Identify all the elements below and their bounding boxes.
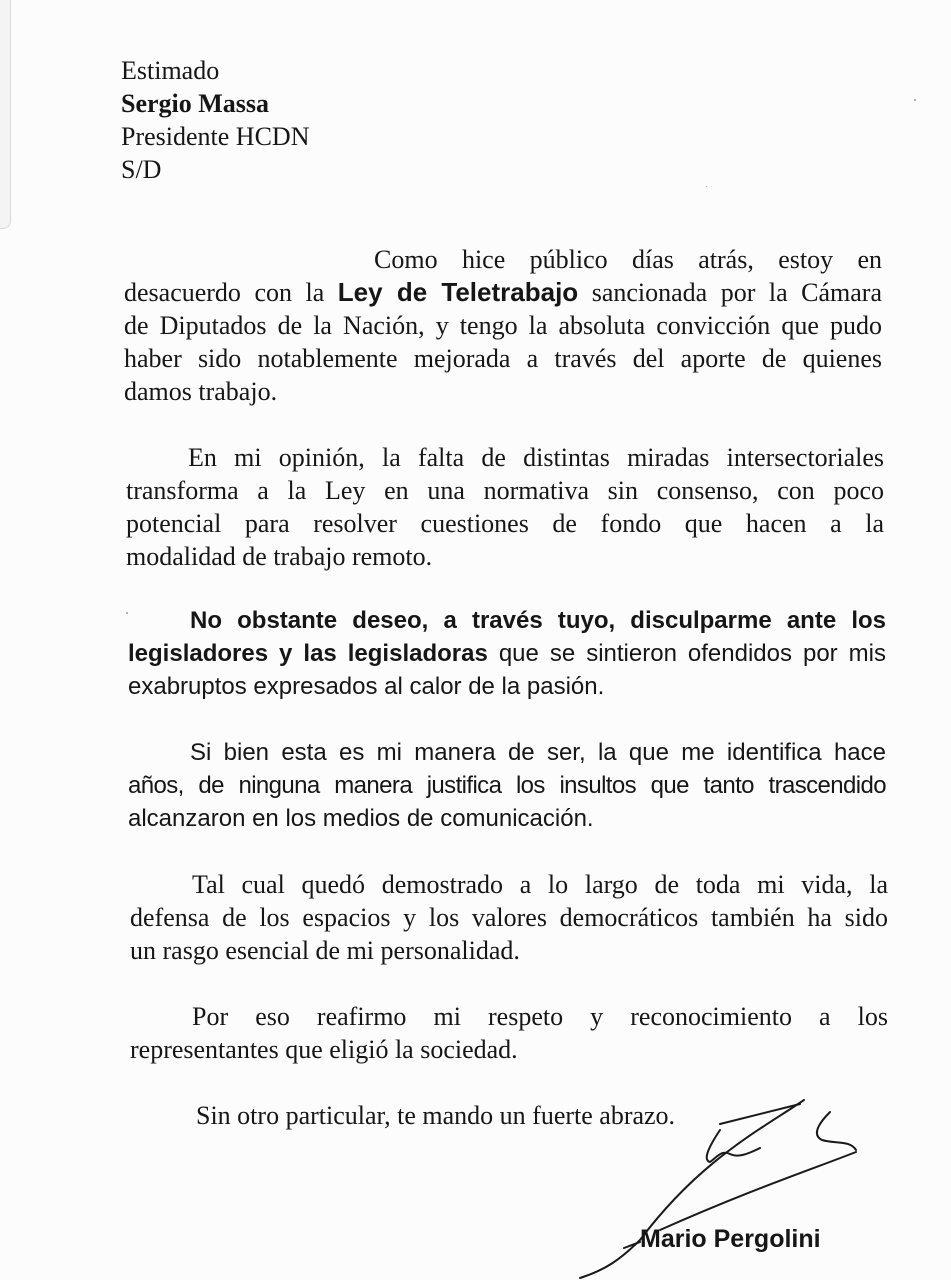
paragraph-6: [130, 1000, 888, 1066]
text-line: defensa de los espacios y los valores democráticos también ha sido: [130, 903, 888, 932]
page-edge: [0, 0, 11, 229]
text-run: sancionada por la Cámara: [578, 278, 882, 307]
recipient-title: Presidente HCDN: [121, 122, 310, 151]
text-line: [128, 637, 886, 670]
text-line: transforma a la Ley en una normativa sin consenso, con poco: [126, 476, 884, 505]
salutation: Estimado: [121, 56, 220, 85]
text-line: En mi opinión, la falta de distintas miradas intersectoriales: [188, 443, 884, 472]
text-line: [124, 276, 882, 309]
text-run: desacuerdo con la: [124, 278, 338, 307]
recipient-abbr: S/D: [121, 155, 162, 184]
closing-line: Sin otro particular, te mando un fuerte abrazo.: [196, 1101, 676, 1130]
text-run-bold: legisladores y las legisladoras: [128, 640, 488, 667]
paragraph-1: [124, 243, 882, 408]
paragraph-4: [128, 736, 886, 835]
text-line: No obstante deseo, a través tuyo, disculparme ante los: [190, 607, 886, 634]
signer-name: Mario Pergolini: [640, 1225, 821, 1253]
paragraph-5: [130, 868, 888, 967]
text-line: potencial para resolver cuestiones de fondo que hacen a la: [126, 509, 884, 538]
text-line: de Diputados de la Nación, y tengo la absoluta convicción que pudo: [124, 311, 882, 340]
text-line: años, de ninguna manera justifica los insultos que tanto trascendido: [128, 772, 886, 799]
text-line: Por eso reafirmo mi respeto y reconocimiento a los: [192, 1002, 888, 1031]
text-line: alcanzaron en los medios de comunicación.: [128, 805, 594, 832]
text-line: modalidad de trabajo remoto.: [126, 542, 433, 571]
text-line: haber sido notablemente mejorada a través del aporte de quienes: [124, 344, 882, 373]
paper-speck: [914, 99, 916, 101]
text-line: Como hice público días atrás, estoy en: [374, 245, 882, 274]
paragraph-3: [128, 604, 886, 703]
law-name: Ley de Teletrabajo: [337, 277, 579, 307]
paragraph-2: [126, 441, 884, 573]
paper-speck: [706, 186, 707, 187]
text-line: damos trabajo.: [124, 377, 278, 406]
text-line: Tal cual quedó demostrado a lo largo de toda mi vida, la: [192, 870, 888, 899]
text-run: que se sintieron ofendidos por mis: [487, 640, 886, 667]
recipient-block: [121, 54, 309, 186]
text-line: representantes que eligió la sociedad.: [130, 1035, 518, 1064]
text-line: Si bien esta es mi manera de ser, la que me identifica hace: [190, 739, 886, 766]
text-line: un rasgo esencial de mi personalidad.: [130, 936, 520, 965]
text-line: exabruptos expresados al calor de la pasión.: [128, 673, 605, 700]
recipient-name: Sergio Massa: [121, 89, 270, 118]
